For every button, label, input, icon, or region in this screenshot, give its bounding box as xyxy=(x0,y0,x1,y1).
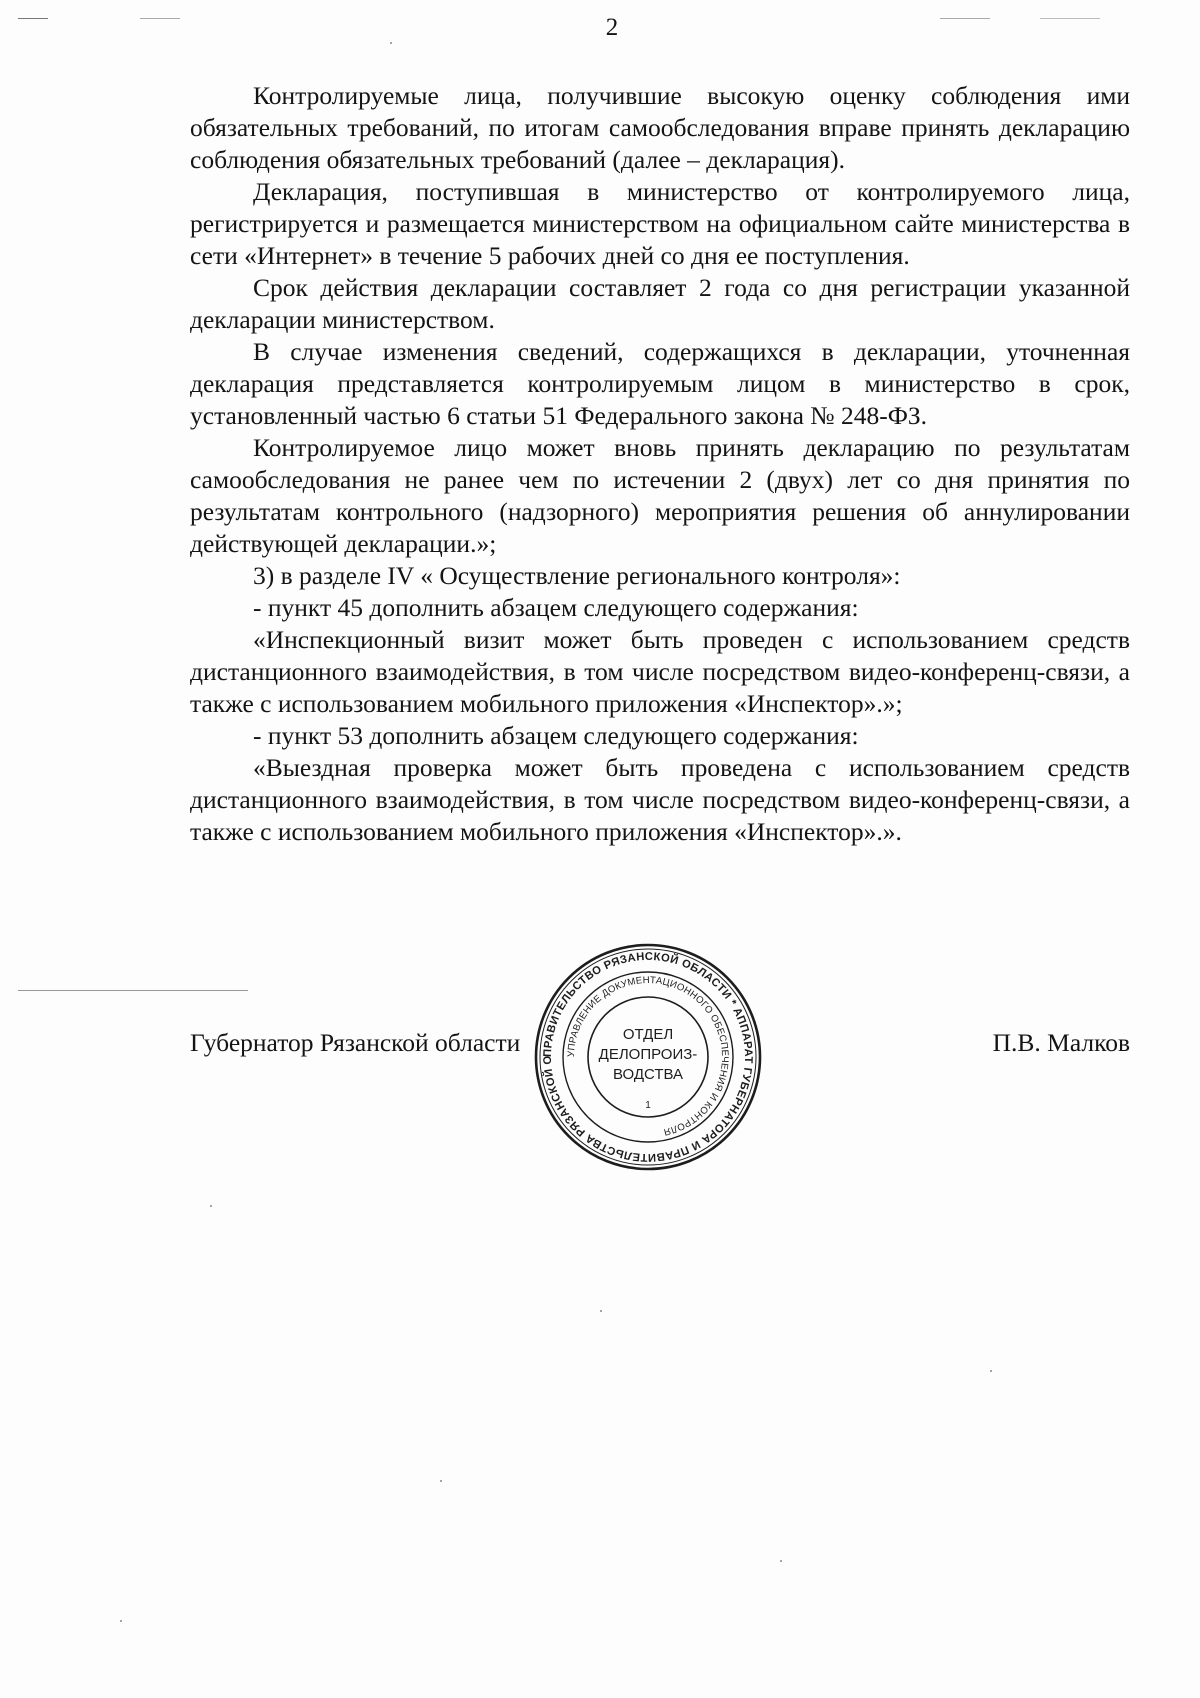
document-body xyxy=(190,80,1130,848)
signatory-name: П.В. Малков xyxy=(992,1028,1130,1057)
paragraph-field-inspection: «Выездная проверка может быть проведена с использованием средств дистанционного взаимодействия, в том числе посредством видео-конференц-связи, а также с использованием мобильного приложения «Инспектор».». xyxy=(190,753,1130,846)
scan-speck xyxy=(990,1370,992,1372)
stamp-inner-ring-text: УПРАВЛЕНИЕ ДОКУМЕНТАЦИОННОГО ОБЕСПЕЧЕНИЯ И КОНТРОЛЯ xyxy=(565,974,731,1138)
paragraph-declaration-registration: Декларация, поступившая в министерство от контролируемого лица, регистрируется и размещается министерством на официальном сайте министерства в сети «Интернет» в течение 5 рабочих дней со дня ее поступления. xyxy=(190,177,1130,270)
scan-speck xyxy=(440,1480,442,1482)
paragraph-item-53: - пункт 53 дополнить абзацем следующего содержания: xyxy=(253,721,859,750)
official-stamp-seal xyxy=(533,942,763,1172)
stamp-center-line-1: ОТДЕЛ xyxy=(622,1026,674,1043)
paragraph-declaration-term: Срок действия декларации составляет 2 года со дня регистрации указанной декларации министерством. xyxy=(190,273,1130,334)
page-number: 2 xyxy=(605,14,619,41)
scan-speck xyxy=(600,1310,602,1312)
stamp-number: 1 xyxy=(645,1100,651,1111)
official-stamp xyxy=(533,942,763,1172)
signatory-title: Губернатор Рязанской области xyxy=(190,1028,521,1057)
scan-speck xyxy=(780,1560,782,1562)
paragraph-declaration-update: В случае изменения сведений, содержащихся в декларации, уточненная декларация представляется контролируемым лицом в министерство в срок, установленный частью 6 статьи 51 Федерального закона № 248-ФЗ. xyxy=(190,337,1130,430)
scan-speck xyxy=(120,1620,122,1622)
scan-speck xyxy=(210,1205,212,1207)
paragraph-declaration-renewal: Контролируемое лицо может вновь принять декларацию по результатам самообследования не ранее чем по истечении 2 (двух) лет со дня принятия по результатам контрольного (надзорного) мероприятия решения об аннулировании действующей декларации.»; xyxy=(190,433,1130,558)
paragraph-declaration-right: Контролируемые лица, получившие высокую оценку соблюдения ими обязательных требований, по итогам самообследования вправе принять декларацию соблюдения обязательных требований (далее – декларация). xyxy=(190,81,1130,174)
stamp-center-line-3: ВОДСТВА xyxy=(612,1066,684,1083)
paragraph-inspection-visit: «Инспекционный визит может быть проведен с использованием средств дистанционного взаимодействия, в том числе посредством видео-конференц-связи, а также с использованием мобильного приложения «Инспектор».»; xyxy=(190,625,1130,718)
scan-speck xyxy=(390,42,392,44)
paragraph-section-iv: 3) в разделе IV « Осуществление регионального контроля»: xyxy=(253,561,901,590)
stamp-center-line-2: ДЕЛОПРОИЗ- xyxy=(598,1046,698,1063)
paragraph-item-45: - пункт 45 дополнить абзацем следующего содержания: xyxy=(253,593,859,622)
stamp-outer-ring-text: ПРАВИТЕЛЬСТВО РЯЗАНСКОЙ ОБЛАСТИ * АППАРАТ ГУБЕРНАТОРА И ПРАВИТЕЛЬСТВА РЯЗАНСКОЙ О xyxy=(541,950,755,1164)
scan-artifact xyxy=(18,990,248,991)
